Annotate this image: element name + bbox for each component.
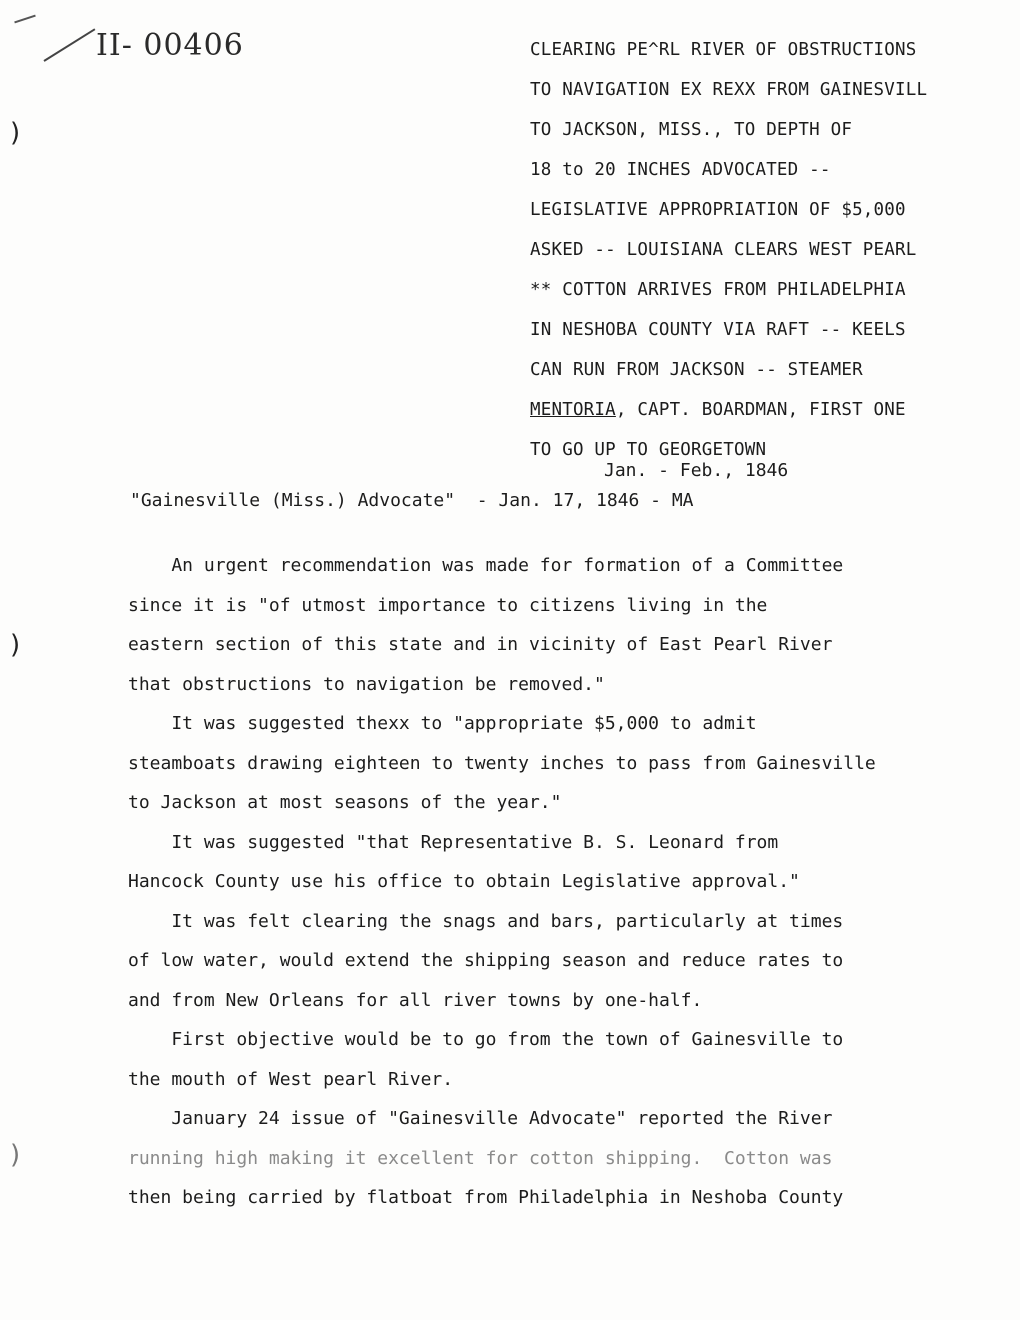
corner-pen-mark xyxy=(14,15,36,24)
punch-hole-mark-middle: ) xyxy=(10,630,21,660)
punch-hole-mark-bottom: ) xyxy=(10,1140,21,1170)
body-line: then being carried by flatboat from Philadelphia in Neshoba County xyxy=(128,1187,844,1208)
headline-line: ASKED -- LOUISIANA CLEARS WEST PEARL xyxy=(530,240,917,260)
body-line: January 24 issue of "Gainesville Advocate" reported the River xyxy=(128,1108,833,1129)
body-line: Hancock County use his office to obtain Legislative approval." xyxy=(128,871,800,892)
headline-block xyxy=(530,30,1000,470)
body-line: and from New Orleans for all river towns by one-half. xyxy=(128,989,703,1011)
steamer-captain: , CAPT. BOARDMAN, FIRST ONE xyxy=(615,400,906,420)
headline-line: CAN RUN FROM JACKSON -- STEAMER xyxy=(530,360,863,380)
punch-hole-mark-top: ) xyxy=(10,118,21,148)
body-line: of low water, would extend the shipping season and reduce rates to xyxy=(128,950,844,971)
body-line: First objective would be to go from the town of Gainesville to xyxy=(128,1029,844,1050)
body-line: eastern section of this state and in vicinity of East Pearl River xyxy=(128,634,833,655)
headline-line: ** COTTON ARRIVES FROM PHILADELPHIA xyxy=(530,280,906,300)
document-id: II- 00406 xyxy=(96,28,244,63)
headline-line: IN NESHOBA COUNTY VIA RAFT -- KEELS xyxy=(530,320,906,340)
headline-line: TO GO UP TO GEORGETOWN xyxy=(530,440,767,460)
body-line: An urgent recommendation was made for formation of a Committee xyxy=(128,555,844,576)
body-line: It was suggested thexx to "appropriate $5,000 to admit xyxy=(128,713,757,734)
headline-line: LEGISLATIVE APPROPRIATION OF $5,000 xyxy=(530,200,906,220)
headline-line: 18 to 20 INCHES ADVOCATED -- xyxy=(530,160,831,180)
headline-line: CLEARING PE^RL RIVER OF OBSTRUCTIONS xyxy=(530,40,917,60)
body-text xyxy=(128,546,988,1218)
body-line: since it is "of utmost importance to citizens living in the xyxy=(128,594,768,616)
headline-line: TO NAVIGATION EX REXX FROM GAINESVILL xyxy=(530,80,928,100)
source-citation: "Gainesville (Miss.) Advocate" - Jan. 17, 1846 - MA xyxy=(130,490,694,511)
body-line: running high making it excellent for cotton shipping. Cotton was xyxy=(128,1147,833,1169)
body-line: to Jackson at most seasons of the year." xyxy=(128,792,562,813)
slash-mark xyxy=(43,28,95,61)
body-line: steamboats drawing eighteen to twenty inches to pass from Gainesville xyxy=(128,752,876,774)
headline-line-steamer xyxy=(530,390,1000,430)
headline-line: TO JACKSON, MISS., TO DEPTH OF xyxy=(530,120,853,140)
body-line: that obstructions to navigation be removed." xyxy=(128,673,605,695)
date-range: Jan. - Feb., 1846 xyxy=(604,460,789,481)
body-line: the mouth of West pearl River. xyxy=(128,1068,454,1090)
body-line: It was felt clearing the snags and bars, particularly at times xyxy=(128,910,844,932)
body-line: It was suggested "that Representative B. S. Leonard from xyxy=(128,831,779,853)
steamer-name: MENTORIA xyxy=(530,400,616,420)
